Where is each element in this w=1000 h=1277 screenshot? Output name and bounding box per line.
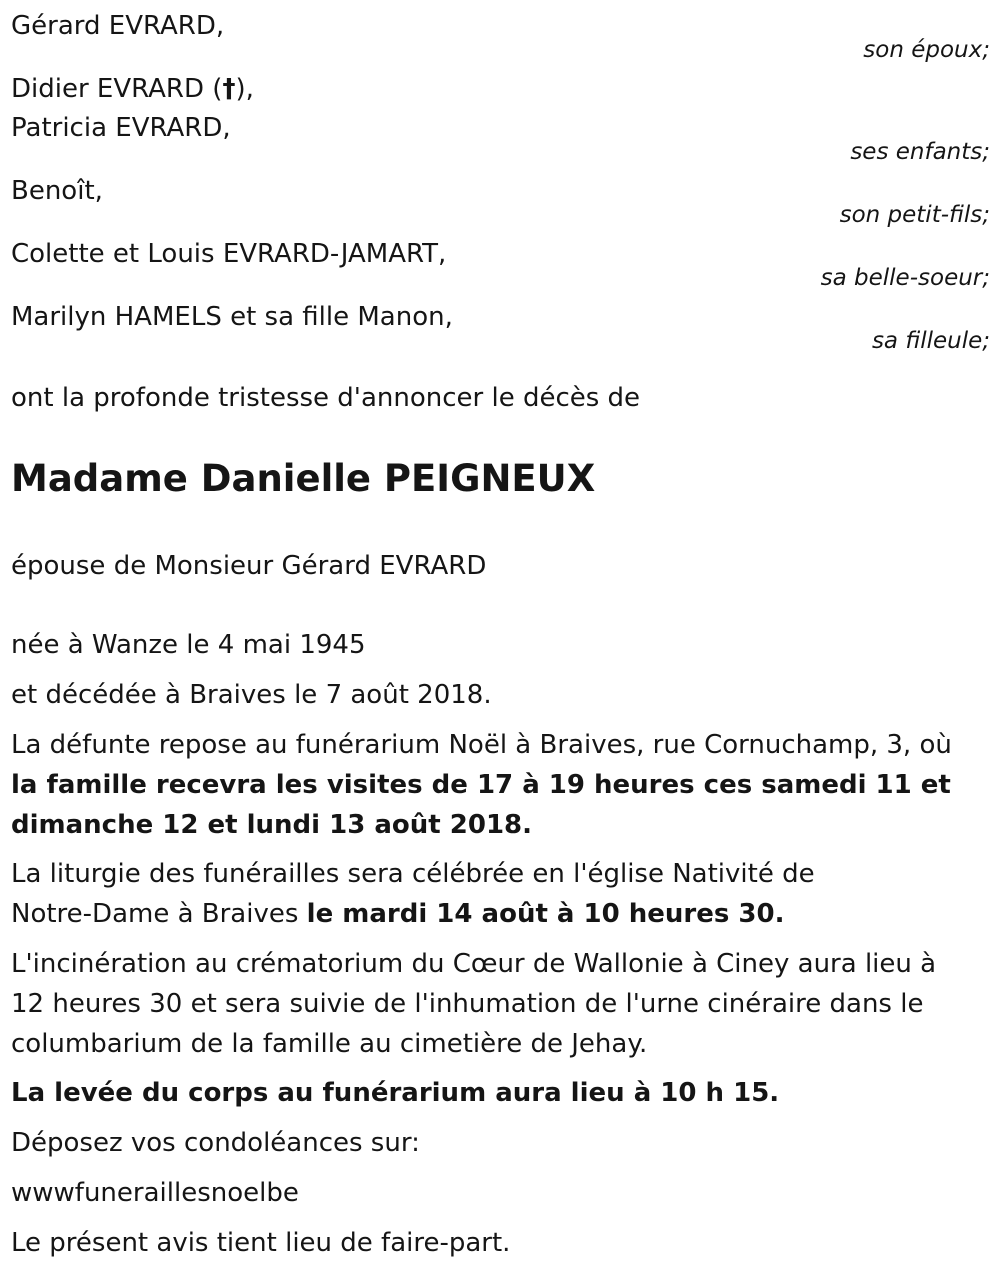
mourner-name-part: ), [235,74,254,104]
cross-icon: † [222,74,236,104]
cremation-text: L'incinération au crématorium du Cœur de Wallonie à Ciney aura lieu à [11,949,937,979]
cremation-text: 12 heures 30 et sera suivie de l'inhumation de l'urne cinéraire dans le [11,989,924,1019]
spouse-line: épouse de Monsieur Gérard EVRARD [11,551,487,581]
closing-text: Le présent avis tient lieu de faire-part. [11,1228,511,1258]
birth-line: née à Wanze le 4 mai 1945 [11,630,366,660]
mourner-name: Colette et Louis EVRARD-JAMART, [11,239,447,269]
mourner-name: Gérard EVRARD, [11,11,225,41]
mourner-relation: son époux; [863,37,990,63]
mourner-name: Benoît, [11,176,103,206]
deceased-name: Madame Danielle PEIGNEUX [11,457,596,500]
mourner-name: Patricia EVRARD, [11,113,231,143]
liturgy-place: Notre-Dame à Braives [11,899,307,929]
mourner-name-part: Didier EVRARD ( [11,74,223,104]
repose-text: La défunte repose au funérarium Noël à Braives, rue Cornuchamp, 3, où [11,730,952,760]
visiting-hours: dimanche 12 et lundi 13 août 2018. [11,810,533,840]
condolences-website[interactable]: wwwfuneraillesnoelbe [11,1178,299,1208]
mourner-relation: sa belle-soeur; [820,265,990,291]
liturgy-datetime: le mardi 14 août à 10 heures 30. [306,899,785,929]
liturgy-text: La liturgie des funérailles sera célébrée en l'église Nativité de [11,859,815,889]
mourner-relation: sa filleule; [871,328,990,354]
death-line: et décédée à Braives le 7 août 2018. [11,680,492,710]
mourner-name [11,69,254,109]
cremation-text: columbarium de la famille au cimetière de Jehay. [11,1029,648,1059]
mourner-name: Marilyn HAMELS et sa fille Manon, [11,302,453,332]
announcement-text: ont la profonde tristesse d'annoncer le décès de [11,383,641,413]
liturgy-text [11,894,784,934]
visiting-hours: la famille recevra les visites de 17 à 19 heures ces samedi 11 et [11,770,951,800]
mourner-relation: ses enfants; [850,139,990,165]
condolences-label: Déposez vos condoléances sur: [11,1128,420,1158]
mourner-relation: son petit-fils; [839,202,990,228]
levee-text: La levée du corps au funérarium aura lieu à 10 h 15. [11,1078,780,1108]
